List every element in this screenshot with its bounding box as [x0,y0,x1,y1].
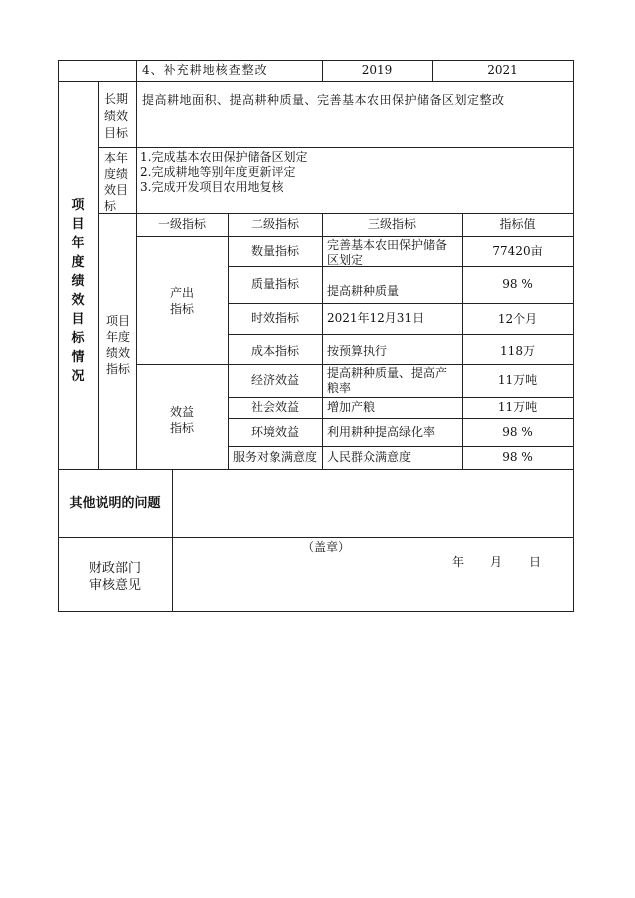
value-cell: 98 % [502,425,533,439]
value-cell: 77420亩 [492,244,543,258]
rule [172,469,173,611]
value-cell: 98 % [502,450,533,464]
annual-goal-label: 本年度绩效目标 [104,151,129,213]
rule [136,364,574,365]
level2-cell: 时效指标 [250,311,299,325]
date-year: 年 [452,555,465,569]
level3-cell: 利用耕种提高绿化率 [327,425,436,439]
output-indicator-label: 产出指标 [169,286,194,316]
annual-goal-item: 3.完成开发项目农用地复核 [140,180,284,194]
indicators-label: 项目年度绩效指标 [105,314,130,376]
rule [228,334,574,335]
long-term-label: 长期绩效目标 [104,92,129,140]
header-level1: 一级指标 [157,217,206,231]
level3-cell: 人民群众满意度 [327,450,412,464]
level3-cell: 提高耕种质量 [327,284,400,298]
level3-cell: 按预算执行 [327,344,388,358]
rule [228,303,574,304]
rule [98,213,574,214]
date-month: 月 [490,555,503,569]
rule [322,213,323,469]
section-label: 项目年度绩效目标情况 [71,198,85,384]
finance-label-line1: 财政部门 [88,561,141,576]
benefit-indicator-label: 效益指标 [169,405,194,435]
level3-cell: 2021年12月31日 [327,311,425,325]
value-cell: 118万 [500,344,535,358]
level2-cell: 质量指标 [250,277,299,291]
level3-cell: 增加产粮 [327,400,376,414]
level2-cell: 社会效益 [250,400,299,414]
value-cell: 98 % [502,277,533,291]
level3-cell: 提高耕种质量、提高产粮率 [327,366,448,395]
level2-cell: 数量指标 [250,244,299,258]
rule [58,611,574,612]
header-level2: 二级指标 [250,217,299,231]
rule [228,446,574,447]
annual-goal-item: 2.完成耕地等别年度更新评定 [140,165,296,179]
value-cell: 12个月 [497,312,538,326]
rule [98,147,574,148]
level2-cell: 环境效益 [250,425,299,439]
seal-text: （盖章） [302,540,351,554]
rule [228,418,574,419]
level2-cell: 经济效益 [250,373,299,387]
rule [573,60,574,612]
level2-cell: 成本指标 [250,344,299,358]
rule [136,236,574,237]
value-cell: 11万吨 [497,373,538,387]
rule [58,469,574,470]
date-day: 日 [529,555,542,569]
level2-cell: 服务对象满意度 [232,450,317,464]
start-year-cell: 2019 [361,63,393,77]
header-level3: 三级指标 [367,217,416,231]
rule [58,537,574,538]
rule [98,81,99,469]
long-term-content: 提高耕地面积、提高耕种质量、完善基本农田保护储备区划定整改 [142,93,505,107]
other-notes-label: 其他说明的问题 [69,496,161,511]
item-cell: 4、补充耕地核查整改 [142,63,268,77]
finance-label-line2: 审核意见 [88,578,141,593]
rule [58,60,59,612]
rule [228,397,574,398]
header-value: 指标值 [499,217,536,231]
end-year-cell: 2021 [487,63,518,77]
rule [136,60,137,81]
annual-goal-item: 1.完成基本农田保护储备区划定 [140,150,308,164]
level3-cell: 完善基本农田保护储备区划定 [327,238,448,267]
rule [136,81,137,469]
value-cell: 11万吨 [497,400,538,414]
